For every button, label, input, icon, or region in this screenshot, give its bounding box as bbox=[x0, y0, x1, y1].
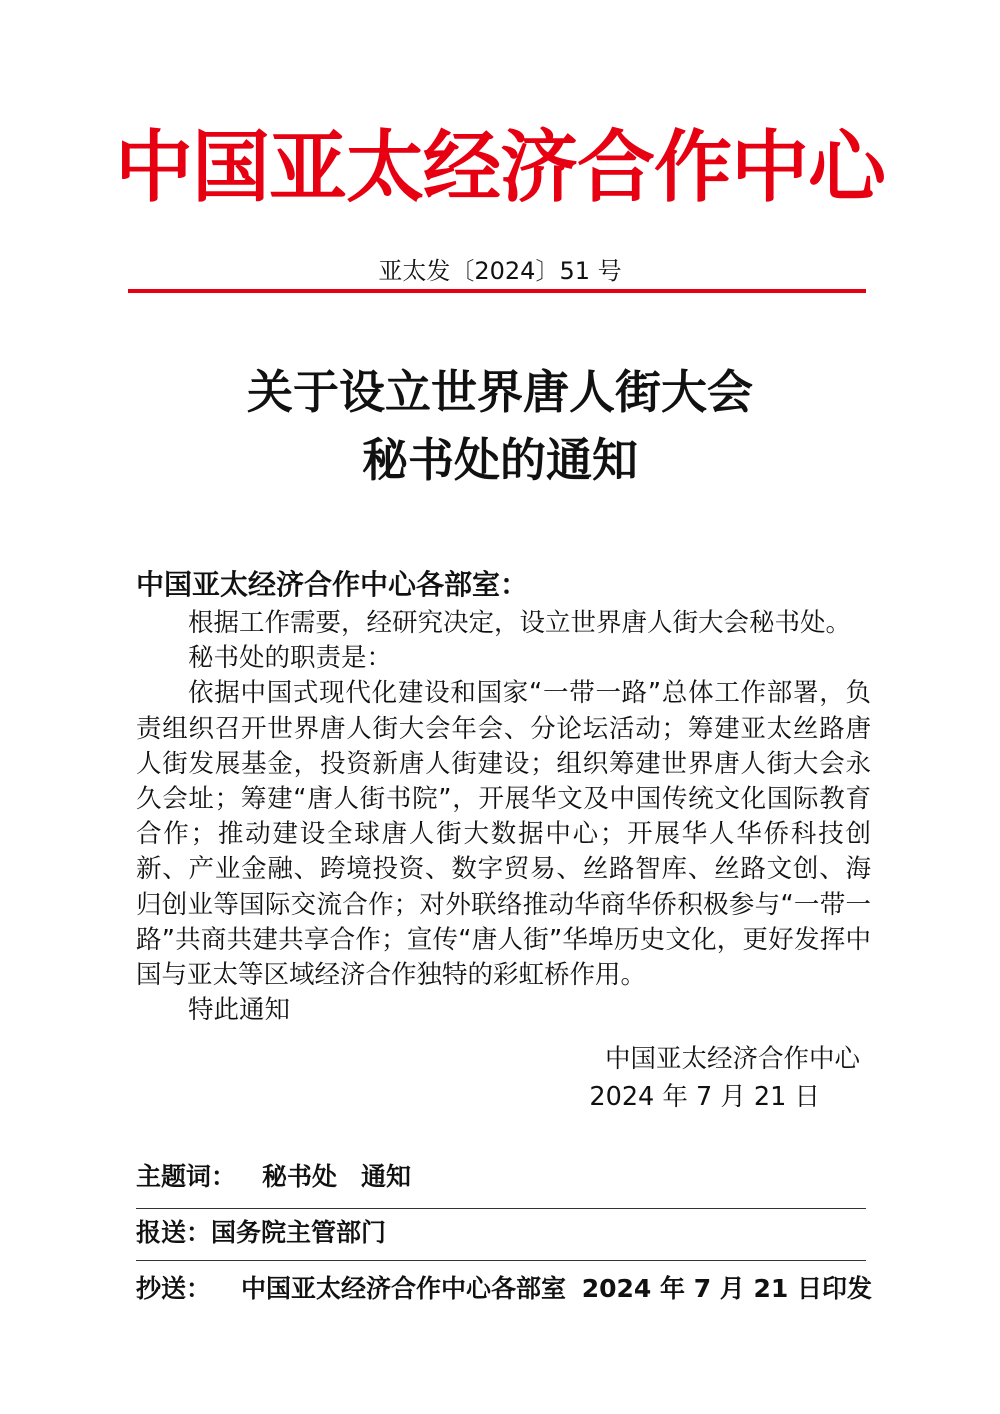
report-to: 报送：国务院主管部门 bbox=[136, 1218, 387, 1247]
signature-organization: 中国亚太经济合作中心 bbox=[604, 1044, 860, 1074]
signature-date: 2024 年 7 月 21 日 bbox=[589, 1082, 820, 1112]
copy-label: 抄送： bbox=[136, 1274, 212, 1303]
keyword: 通知 bbox=[361, 1162, 412, 1191]
keyword: 秘书处 bbox=[262, 1162, 338, 1191]
document-title bbox=[0, 358, 1000, 494]
keywords-label: 主题词： bbox=[136, 1162, 237, 1191]
addressee: 中国亚太经济合作中心各部室： bbox=[136, 568, 529, 601]
footer-divider bbox=[136, 1260, 866, 1261]
document-number: 亚太发〔2024〕51 号 bbox=[378, 257, 622, 285]
footer-divider bbox=[136, 1208, 866, 1209]
copy-to-row bbox=[136, 1272, 872, 1306]
copy-recipients: 中国亚太经济合作中心各部室 bbox=[241, 1274, 567, 1303]
body-paragraph: 依据中国式现代化建设和国家“一带一路”总体工作部署，负责组织召开世界唐人街大会年会、分论坛活动；筹建亚太丝路唐人街发展基金，投资新唐人街建设；组织筹建世界唐人街大会永久会址；筹建“唐人街书院”，开展华文及中国传统文化国际教育合作；推动建设全球唐人街大数据中心；开展华人华侨科技创新、产业金融、跨境投资、数字贸易、丝路智库、丝路文创、海归创业等国际交流合作；对外联络推动华商华侨积极参与“一带一路”共商共建共享合作；宣传“唐人街”华埠历史文化，更好发挥中国与亚太等区域经济合作独特的彩虹桥作用。 bbox=[136, 678, 871, 991]
title-line-1: 关于设立世界唐人街大会 bbox=[247, 365, 753, 419]
masthead-organization: 中国亚太经济合作中心 bbox=[114, 123, 885, 213]
body-paragraph: 秘书处的职责是： bbox=[188, 643, 393, 674]
body-paragraph: 根据工作需要，经研究决定，设立世界唐人街大会秘书处。 bbox=[188, 608, 852, 638]
signature-block bbox=[560, 1040, 860, 1116]
red-divider bbox=[128, 289, 866, 293]
print-date: 2024 年 7 月 21 日印发 bbox=[581, 1274, 872, 1303]
title-line-2: 秘书处的通知 bbox=[362, 433, 638, 487]
body-text bbox=[136, 606, 871, 1028]
body-paragraph: 特此通知 bbox=[188, 995, 291, 1026]
keywords-row bbox=[136, 1160, 866, 1194]
